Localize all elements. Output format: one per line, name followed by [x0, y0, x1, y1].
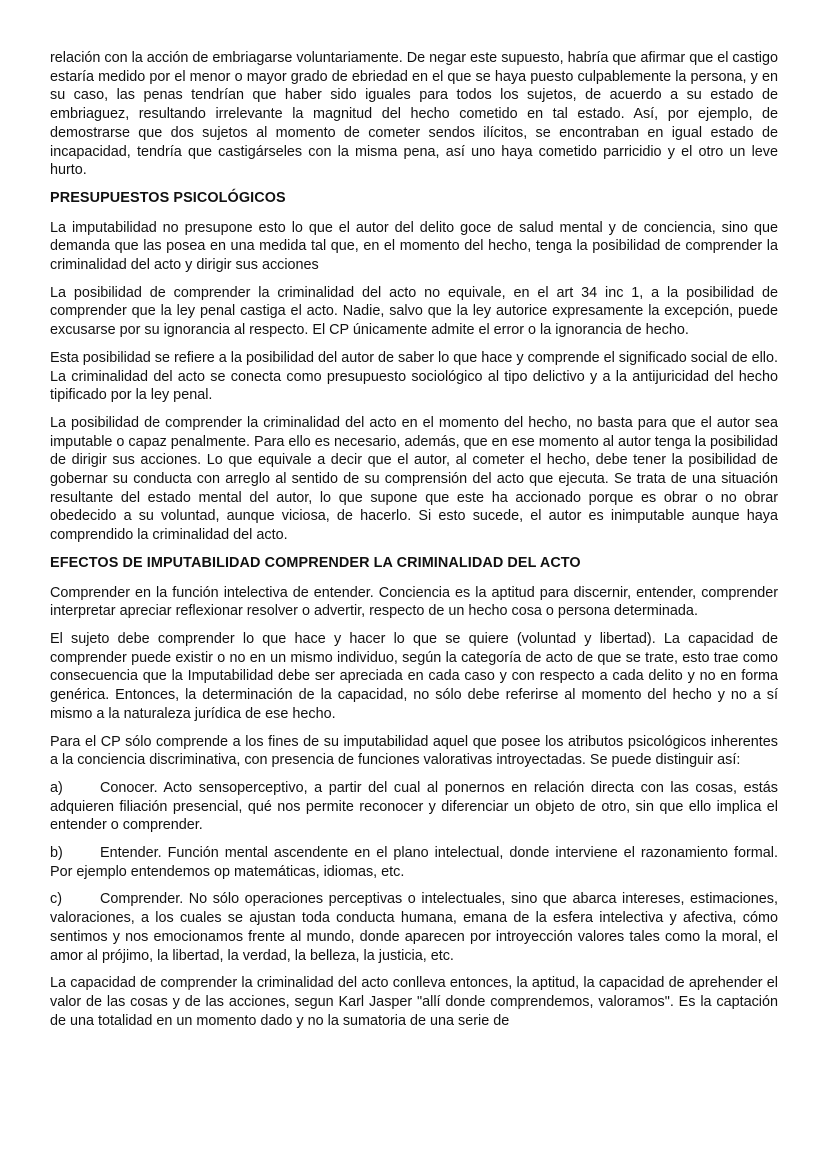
list-item-b	[50, 844, 778, 881]
paragraph-truncated: La capacidad de comprender la criminalidad del acto conlleva entonces, la aptitud, la capacidad de aprehender el valor de las cosas y de las acciones, segun Karl Jasper "allí donde comprendemos, valoramos". Es la captación de una totalidad en un momento dado y no la sumatoria de una serie de	[50, 975, 778, 1029]
list-item-text: Comprender. No sólo operaciones perceptivas o intelectuales, sino que abarca intereses, estimaciones, valoraciones, a los cuales se ajustan toda conducta humana, emana de la esfera intelectiva y afectiva, cómo sentimos y nos emocionamos frente al mundo, donde aparecen por introyección valores tales como la moral, el amor al prójimo, la libertad, la verdad, la belleza, la justicia, etc.	[50, 891, 778, 964]
list-item-a	[50, 779, 778, 835]
list-marker: a)	[50, 779, 63, 796]
list-item-text: Conocer. Acto sensoperceptivo, a partir del cual al ponernos en relación directa con las cosas, estás adquieren filiación presencial, qué nos permite reconocer y diferenciar un objeto de otro, sin que ello implica el entender o comprender.	[50, 779, 778, 834]
section-heading-presupuestos: PRESUPUESTOS PSICOLÓGICOS	[50, 189, 286, 206]
list-marker: c)	[50, 891, 62, 908]
paragraph: La posibilidad de comprender la criminalidad del acto no equivale, en el art 34 inc 1, a la posibilidad de comprender que la ley penal castiga el acto. Nadie, salvo que la ley autorice expresamente la excepción, puede excusarse por su ignorancia al respecto. El CP únicamente admite el error o la ignorancia de hecho.	[50, 284, 778, 339]
paragraph: Comprender en la función intelectiva de entender. Conciencia es la aptitud para discernir, entender, comprender interpretar apreciar reflexionar resolver o advertir, respecto de un hecho cosa o persona determinada.	[50, 584, 778, 620]
paragraph-continued: relación con la acción de embriagarse voluntariamente. De negar este supuesto, habría que afirmar que el castigo estaría medido por el menor o mayor grado de ebriedad en el que se haya puesto culpablemente la persona, y en su caso, las penas tendrían que haber sido iguales para todos los sujetos, de acuerdo a su estado de embriaguez, resultando irrelevante la magnitud del hecho cometido en tal estado. Así, por ejemplo, de demostrarse que dos sujetos al momento de cometer sendos ilícitos, se encontraban en igual estado de incapacidad, tendría que castigárseles con la misma pena, así uno haya cometido parricidio y el otro un leve hurto.	[50, 50, 778, 179]
list-item-c	[50, 890, 778, 965]
section-heading-efectos: EFECTOS DE IMPUTABILIDAD COMPRENDER LA CRIMINALIDAD DEL ACTO	[50, 554, 581, 571]
paragraph: La posibilidad de comprender la criminalidad del acto en el momento del hecho, no basta para que el autor sea imputable o capaz penalmente. Para ello es necesario, además, que en ese momento al autor tenga la posibilidad de dirigir sus acciones. Lo que equivale a decir que el autor, al cometer el hecho, debe tener la posibilidad de gobernar su conducta con arreglo al sentido de su comprensión del acto que ejecuta. Se trata de una situación resultante del estado mental del autor, lo que supone que este ha accionado porque es obrar o no obrar obedecido a su voluntad, aunque viciosa, de hacerlo. Si esto sucede, el autor es inimputable aunque haya comprendido la criminalidad del acto.	[50, 414, 778, 544]
paragraph: La imputabilidad no presupone esto lo que el autor del delito goce de salud mental y de conciencia, sino que demanda que las posea en una medida tal que, en el momento del hecho, tenga la posibilidad de comprender la criminalidad del acto y dirigir sus acciones	[50, 219, 778, 274]
paragraph: Esta posibilidad se refiere a la posibilidad del autor de saber lo que hace y comprende el significado social de ello. La criminalidad del acto se conecta como presupuesto sociológico al tipo delictivo y a la antijuricidad del hecho tipificado por la ley penal.	[50, 349, 778, 404]
paragraph: El sujeto debe comprender lo que hace y hacer lo que se quiere (voluntad y libertad). La capacidad de comprender puede existir o no en un mismo individuo, según la categoría de acto de que se trate, esto trae como consecuencia que la Imputabilidad debe ser apreciada en cada caso y con respecto a cada delito y no en forma genérica. Entonces, la determinación de la capacidad, no sólo debe referirse al momento del hecho y no a sí mismo a la naturaleza jurídica de ese hecho.	[50, 630, 778, 722]
paragraph: Para el CP sólo comprende a los fines de su imputabilidad aquel que posee los atributos psicológicos inherentes a la conciencia discriminativa, con presencia de funciones valorativas introyectadas. Se puede distinguir así:	[50, 733, 778, 769]
list-item-text: Entender. Función mental ascendente en el plano intelectual, donde interviene el razonamiento formal. Por ejemplo entendemos op matemáticas, idiomas, etc.	[50, 845, 778, 880]
list-marker: b)	[50, 845, 63, 862]
